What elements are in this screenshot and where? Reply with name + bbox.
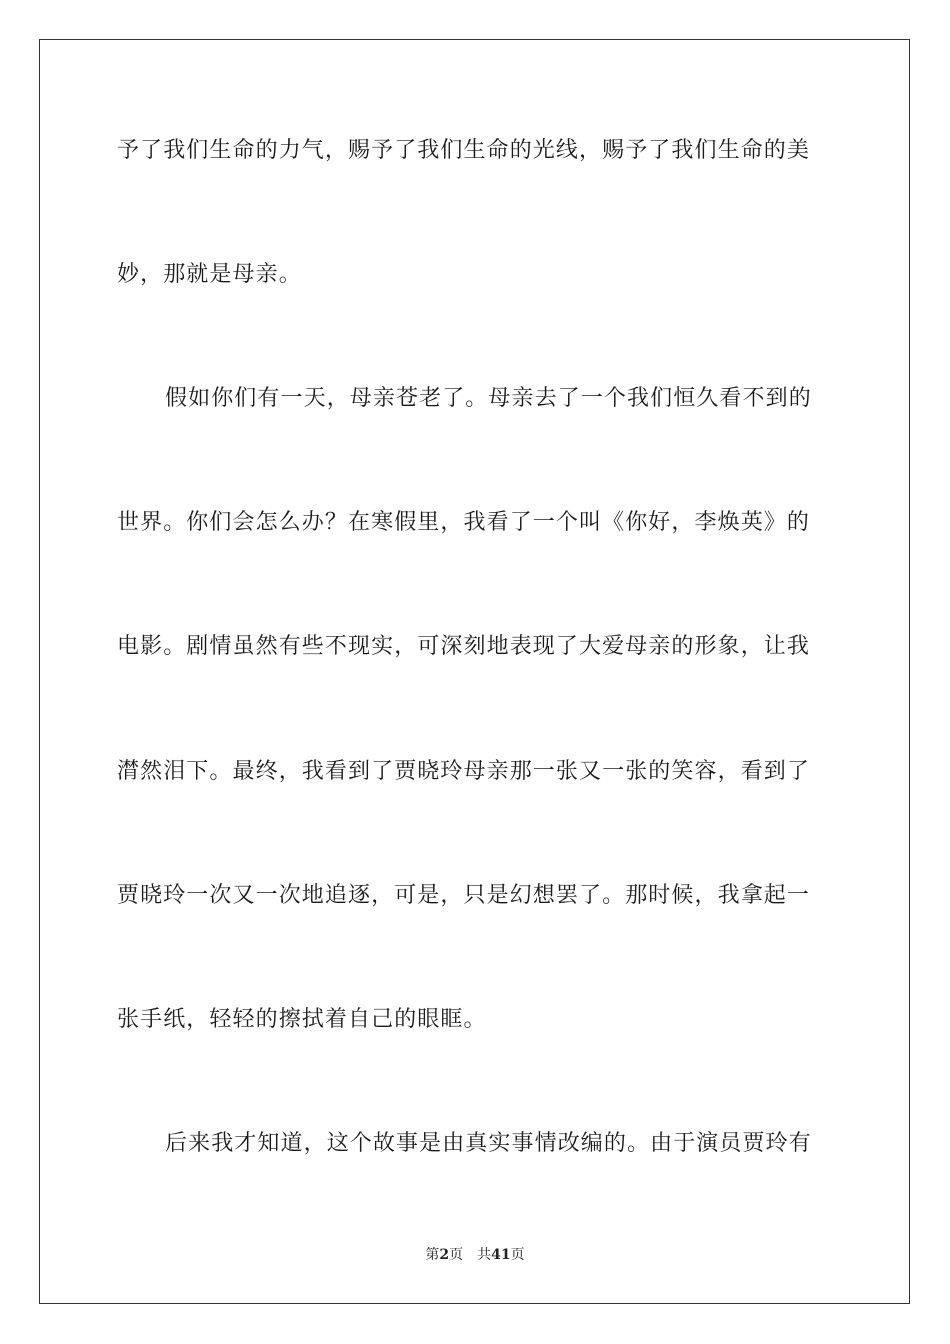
page-border <box>39 39 910 1304</box>
text-line-8: 张手纸，轻轻的擦拭着自己的眼眶。 <box>117 1007 487 1032</box>
text-line-3: 假如你们有一天，母亲苍老了。母亲去了一个我们恒久看不到的 <box>165 386 812 411</box>
footer-total-suffix: 页 <box>510 1247 525 1263</box>
text-line-9: 后来我才知道，这个故事是由真实事情改编的。由于演员贾玲有 <box>165 1131 812 1156</box>
text-line-6: 潸然泪下。最终，我看到了贾晓玲母亲那一张又一张的笑容，看到了 <box>117 759 811 784</box>
text-line-2: 妙，那就是母亲。 <box>117 262 302 287</box>
text-line-1: 予了我们生命的力气，赐予了我们生命的光线，赐予了我们生命的美 <box>117 138 811 163</box>
text-line-7: 贾晓玲一次又一次地追逐，可是，只是幻想罢了。那时候，我拿起一 <box>117 883 811 908</box>
text-line-5: 电影。剧情虽然有些不现实，可深刻地表现了大爱母亲的形象，让我 <box>117 634 811 659</box>
footer-total-pages: 41 <box>491 1247 511 1263</box>
footer-page-prefix: 第 <box>425 1247 440 1263</box>
page-footer <box>0 1245 950 1265</box>
footer-page-suffix: 页 <box>449 1247 464 1263</box>
text-line-4: 世界。你们会怎么办？在寒假里，我看了一个叫《你好，李焕英》的 <box>117 510 811 535</box>
footer-page-number: 2 <box>439 1247 450 1263</box>
footer-total-prefix: 共 <box>477 1247 492 1263</box>
